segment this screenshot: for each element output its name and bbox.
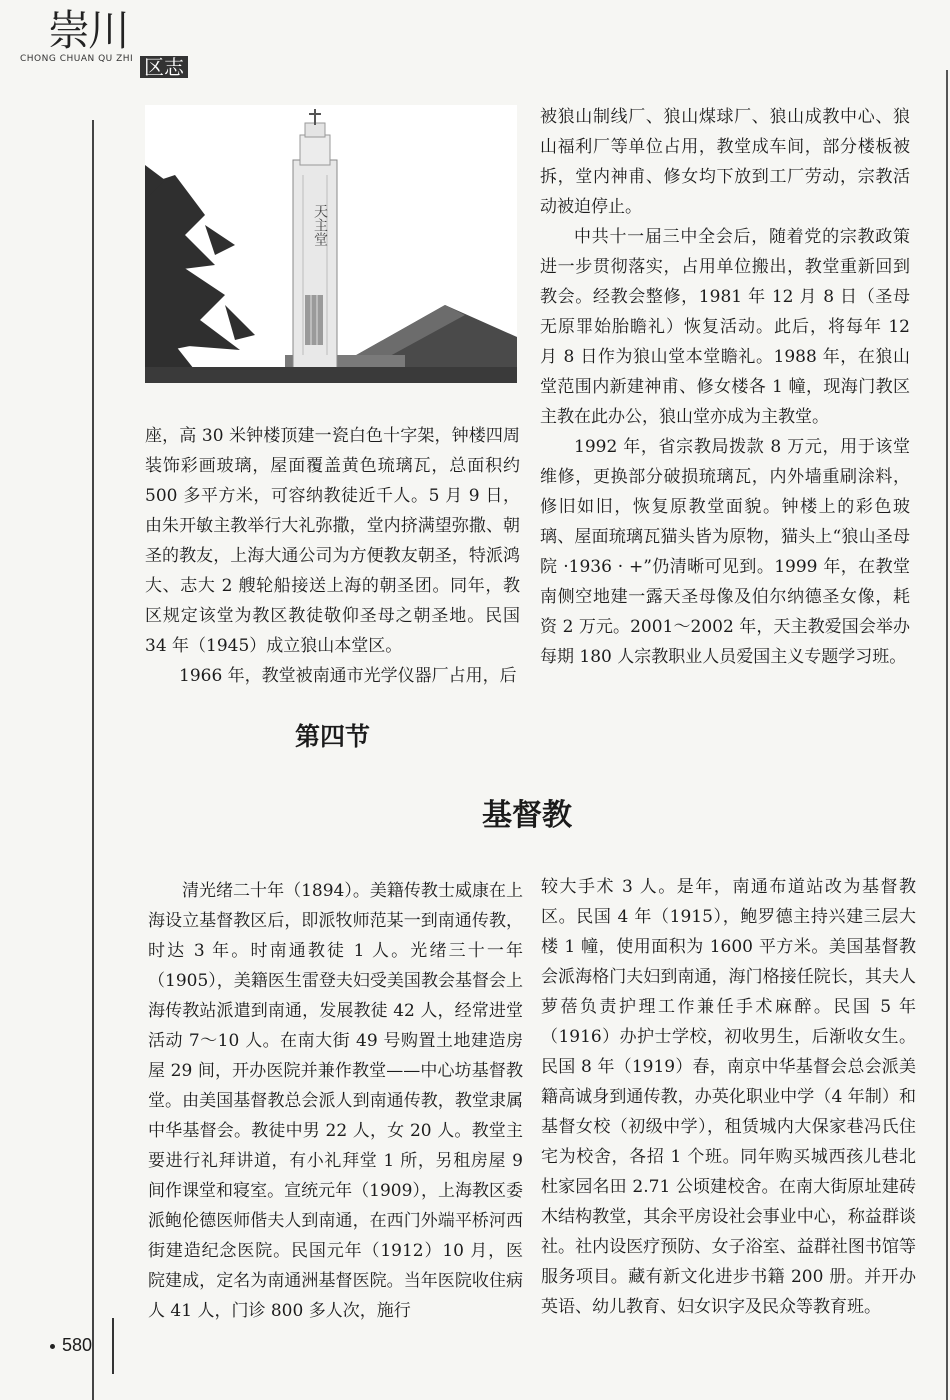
text-column-left bbox=[145, 421, 520, 691]
series-logo-pinyin: CHONG CHUAN QU ZHI bbox=[20, 54, 134, 64]
paragraph: 被狼山制线厂、狼山煤球厂、狼山成教中心、狼山福利厂等单位占用，教堂成车间，部分楼板被拆，堂内神甫、修女均下放到工厂劳动，宗教活动被迫停止。 bbox=[540, 107, 910, 217]
section-number: 第四节 bbox=[295, 722, 371, 751]
page-number: 580 bbox=[62, 1335, 93, 1355]
page-edge bbox=[946, 70, 948, 1400]
church-photo bbox=[145, 105, 517, 383]
section-title: 基督教 bbox=[482, 798, 572, 833]
paragraph: 中共十一届三中全会后，随着党的宗教政策进一步贯彻落实，占用单位搬出，教堂重新回到教会。经教会整修，1981 年 12 月 8 日（圣母无原罪始胎瞻礼）恢复活动。此后，将每年 12 月 8 日作为狼山堂本堂瞻礼。1988 年，在狼山堂范围内新建神甫、修女楼各 1 幢，现海门教区主教在此办公，狼山堂亦成为主教堂。 bbox=[540, 227, 910, 427]
paragraph: 1966 年，教堂被南通市光学仪器厂占用，后 bbox=[179, 666, 517, 686]
tower-sign: 天主堂 bbox=[312, 204, 328, 246]
page-number-bullet bbox=[50, 1344, 55, 1349]
series-logo-subtitle: 区志 bbox=[140, 56, 188, 78]
paragraph: 1992 年，省宗教局拨款 8 万元，用于该堂维修，更换部分破损琉璃瓦，内外墙重刷涂料，修旧如旧，恢复原教堂面貌。钟楼上的彩色玻璃、屋面琉璃瓦猫头皆为原物，猫头上“狼山圣母院 ·1936 · +”仍清晰可见到。1999 年，在教堂南侧空地建一露天圣母像及伯尔纳德圣女像，耗资 2 万元。2001～2002 年，天主教爱国会举办每期 180 人宗教职业人员爱国主义专题学习班。 bbox=[540, 437, 910, 667]
paragraph: 清光绪二十年（1894）。美籍传教士威康在上海设立基督教区后，即派牧师范某一到南通传教，时达 3 年。时南通教徒 1 人。光绪三十一年（1905），美籍医生雷登夫妇受美国教会基督会上海传教站派遣到南通，发展教徒 42 人，经常进堂活动 7～10 人。在南大街 49 号购置土地建造房屋 29 间，开办医院并兼作教堂——中心坊基督教堂。由美国基督教总会派人到南通传教，教堂隶属中华基督会。教徒中男 22 人，女 20 人。教堂主要进行礼拜讲道，有小礼拜堂 1 所，另租房屋 9 间作课堂和寝室。宣统元年（1909），上海教区委派鲍伦德医师偕夫人到南通，在西门外端平桥河西街建造纪念医院。民国元年（1912）10 月，医院建成，定名为南通洲基督医院。当年医院收住病人 41 人，门诊 800 多人次，施行 bbox=[148, 881, 523, 1321]
paragraph: 较大手术 3 人。是年，南通布道站改为基督教区。民国 4 年（1915），鲍罗德主持兴建三层大楼 1 幢，使用面积为 1600 平方米。美国基督教会派海格门夫妇到南通，海门格接任院长，其夫人萝蓓负责护理工作兼任手术麻醉。民国 5 年（1916）办护士学校，初收男生，后渐收女生。民国 8 年（1919）春，南京中华基督会总会派美籍高诚身到通传教，办英化职业中学（4 年制）和基督女校（初级中学），租赁城内大保家巷冯氏住宅为校舍，各招 1 个班。同年购买城西孩儿巷北杜家园名田 2.71 公顷建校舍。在南大街原址建砖木结构教堂，其余平房设社会事业中心，称益群谈社。社内设医疗预防、女子浴室、益群社图书馆等服务项目。藏有新文化进步书籍 200 册。并开办英语、幼儿教育、妇女识字及民众等教育班。 bbox=[541, 877, 917, 1317]
series-logo: 崇川 bbox=[48, 6, 129, 55]
margin-rule bbox=[92, 120, 94, 1400]
text-column-right bbox=[540, 102, 910, 672]
page-number-rule bbox=[112, 1318, 114, 1374]
paragraph: 座，高 30 米钟楼顶建一瓷白色十字架，钟楼四周装饰彩画玻璃，屋面覆盖黄色琉璃瓦，总面积约 500 多平方米，可容纳教徒近千人。5 月 9 日，由朱开敏主教举行大礼弥撒，堂内挤满望弥撒、朝圣的教友，上海大通公司为方便教友朝圣，特派鸿大、志大 2 艘轮船接送上海的朝圣团。同年，教区规定该堂为教区教徒敬仰圣母之朝圣地。民国 34 年（1945）成立狼山本堂区。 bbox=[145, 426, 520, 656]
text-column-bottom-left bbox=[148, 876, 523, 1326]
text-column-bottom-right bbox=[541, 872, 916, 1322]
